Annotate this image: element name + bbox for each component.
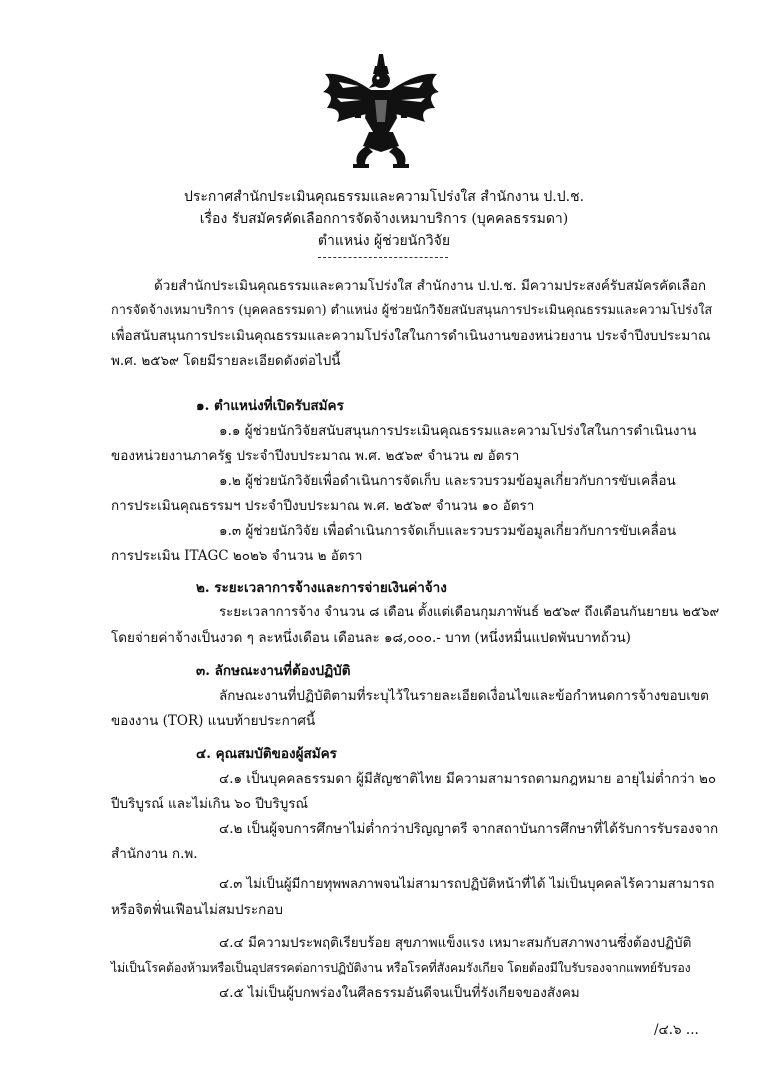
section-4-item-2-line-2: สำนักงาน ก.พ.: [111, 846, 198, 862]
header-line-3: ตำแหน่ง ผู้ช่วยนักวิจัย: [317, 233, 451, 249]
section-1-item-3-line-1: ๑.๓ ผู้ช่วยนักวิจัย เพื่อดำเนินการจัดเก็บและรวบรวมข้อมูลเกี่ยวกับการขับเคลื่อน: [219, 523, 677, 539]
section-4-item-1-line-1: ๔.๑ เป็นบุคคลธรรมดา ผู้มีสัญชาติไทย มีความสามารถตามกฎหมาย อายุไม่ต่ำกว่า ๒๐: [219, 771, 717, 787]
section-3-heading: ๓. ลักษณะงานที่ต้องปฏิบัติ: [196, 663, 351, 679]
header-line-1: ประกาศสำนักประเมินคุณธรรมและความโปร่งใส สำนักงาน ป.ป.ช.: [183, 189, 585, 205]
intro-line-3: เพื่อสนับสนุนการประเมินคุณธรรมและความโปร่งใสในการดำเนินงานของหน่วยงาน ประจำปีงบประมาณ: [111, 328, 711, 344]
intro-line-1: ด้วยสำนักประเมินคุณธรรมและความโปร่งใส สำนักงาน ป.ป.ช. มีความประสงค์รับสมัครคัดเลือก: [154, 278, 707, 294]
intro-line-4: พ.ศ. ๒๕๖๙ โดยมีรายละเอียดดังต่อไปนี้: [111, 353, 341, 369]
section-4-item-1-line-2: ปีบริบูรณ์ และไม่เกิน ๖๐ ปีบริบูรณ์: [111, 796, 309, 812]
garuda-emblem-icon: [319, 52, 443, 170]
section-4-heading: ๔. คุณสมบัติของผู้สมัคร: [196, 746, 337, 762]
announcement-header: [0, 186, 768, 252]
section-4-item-4-line-1: ๔.๔ มีความประพฤติเรียบร้อย สุขภาพแข็งแรง เหมาะสมกับสภาพงานซึ่งต้องปฏิบัติ: [219, 935, 692, 951]
section-1-item-3-line-2: การประเมิน ITAGC ๒๐๒๖ จำนวน ๒ อัตรา: [111, 548, 363, 564]
section-4-item-4-line-2: ไม่เป็นโรคต้องห้ามหรือเป็นอุปสรรคต่อการปฏิบัติงาน หรือโรคที่สังคมรังเกียจ โดยต้องมีใบรับรองจากแพทย์รับรอง: [111, 960, 691, 975]
intro-line-2: การจัดจ้างเหมาบริการ (บุคคลธรรมดา) ตำแหน่ง ผู้ช่วยนักวิจัยสนับสนุนการประเมินคุณธรรมและความโปร่งใส: [111, 303, 713, 318]
section-1-item-2-line-1: ๑.๒ ผู้ช่วยนักวิจัยเพื่อดำเนินการจัดเก็บ และรวบรวมข้อมูลเกี่ยวกับการขับเคลื่อน: [219, 473, 676, 489]
section-4-item-2-line-1: ๔.๒ เป็นผู้จบการศึกษาไม่ต่ำกว่าปริญญาตรี จากสถาบันการศึกษาที่ได้รับการรับรองจาก: [219, 821, 719, 837]
section-3-line-1: ลักษณะงานที่ปฏิบัติตามที่ระบุไว้ในรายละเอียดเงื่อนไขและข้อกำหนดการจ้างขอบเขต: [219, 688, 709, 704]
section-1-heading: ๑. ตำแหน่งที่เปิดรับสมัคร: [196, 398, 344, 414]
section-1-item-1-line-1: ๑.๑ ผู้ช่วยนักวิจัยสนับสนุนการประเมินคุณธรรมและความโปร่งใสในการดำเนินงาน: [219, 423, 697, 439]
section-2-line-2: โดยจ่ายค่าจ้างเป็นงวด ๆ ละหนึ่งเดือน เดือนละ ๑๘,๐๐๐.- บาท (หนึ่งหมื่นแปดพันบาทถ้วน): [111, 630, 631, 646]
section-4-item-3-line-2: หรือจิตฟั่นเฟือนไม่สมประกอบ: [111, 902, 283, 918]
section-2-line-1: ระยะเวลาการจ้าง จำนวน ๘ เดือน ตั้งแต่เดือนกุมภาพันธ์ ๒๕๖๙ ถึงเดือนกันยายน ๒๕๖๙: [219, 605, 720, 620]
page-continuation-marker: /๔.๖ ...: [654, 1022, 699, 1038]
section-2-heading: ๒. ระยะเวลาการจ้างและการจ่ายเงินค่าจ้าง: [196, 580, 447, 596]
section-1-item-1-line-2: ของหน่วยงานภาครัฐ ประจำปีงบประมาณ พ.ศ. ๒๕๖๙ จำนวน ๗ อัตรา: [111, 448, 520, 464]
header-divider: [318, 257, 448, 258]
section-4-item-3-line-1: ๔.๓ ไม่เป็นผู้มีกายทุพพลภาพจนไม่สามารถปฏิบัติหน้าที่ได้ ไม่เป็นบุคคลไร้ความสามารถ: [219, 877, 715, 892]
header-line-2: เรื่อง รับสมัครคัดเลือกการจัดจ้างเหมาบริการ (บุคคลธรรมดา): [199, 211, 569, 227]
section-4-item-5-line-1: ๔.๕ ไม่เป็นผู้บกพร่องในศีลธรรมอันดีจนเป็นที่รังเกียจของสังคม: [219, 985, 580, 1001]
section-3-line-2: ของงาน (TOR) แนบท้ายประกาศนี้: [111, 713, 316, 729]
section-1-item-2-line-2: การประเมินคุณธรรมฯ ประจำปีงบประมาณ พ.ศ. ๒๕๖๙ จำนวน ๑๐ อัตรา: [111, 498, 535, 514]
